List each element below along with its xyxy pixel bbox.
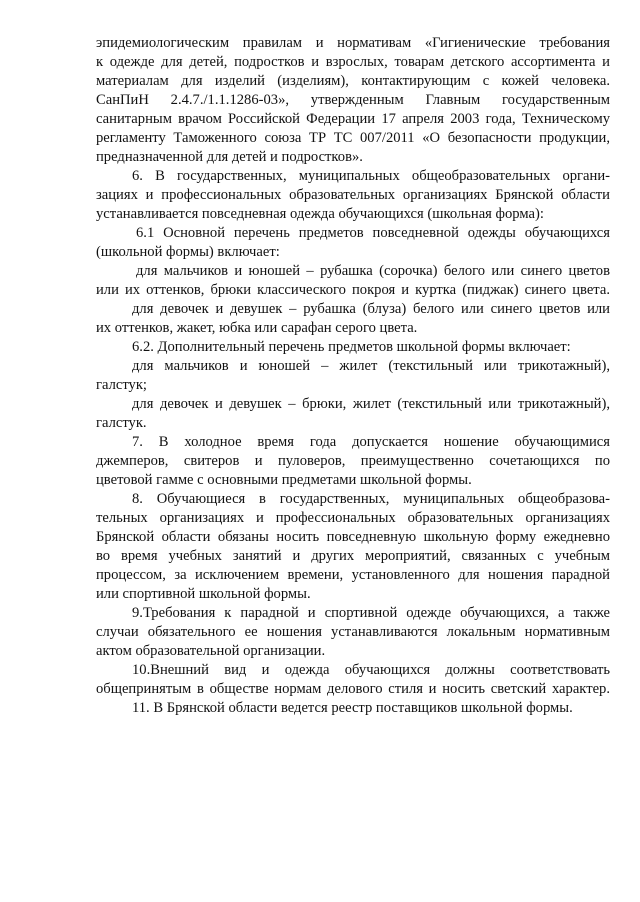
paragraph-6-2-line: 6.2. Дополнительный перечень предметов школьной формы включает: (132, 339, 571, 355)
paragraph-7-line: 7. В холодное время года допускается ношение обучающимися (132, 434, 610, 450)
girls-extra-line: для девочек и девушек – брюки, жилет (текстильный или трикотажный), (132, 396, 610, 412)
paragraph-11-line: 11. В Брянской области ведется реестр поставщиков школьной формы. (132, 700, 573, 716)
text-line: СанПиН 2.4.7./1.1.1286-03», утвержденным Главным государственным (96, 92, 610, 108)
boys-extra-line: для мальчиков и юношей – жилет (текстильный или трикотажный), (132, 358, 610, 374)
text-line: джемперов, свитеров и пуловеров, преимущественно сочетающихся по (96, 453, 610, 469)
text-line: к одежде для детей, подростков и взрослых, товарам детского ассортимента и (96, 54, 610, 70)
text-line: (школьной формы) включает: (96, 244, 280, 260)
text-line: материалам для изделий (изделиям), контактирующим с кожей человека. (96, 73, 610, 89)
text-line: эпидемиологическим правилам и нормативам «Гигиенические требования (96, 35, 610, 51)
text-line: регламенту Таможенного союза ТР ТС 007/2011 «О безопасности продукции, (96, 130, 610, 146)
text-line: галстук. (96, 415, 147, 431)
paragraph-8-line: 8. Обучающиеся в государственных, муниципальных общеобразова- (132, 491, 610, 507)
text-line: или спортивной школьной формы. (96, 586, 311, 602)
text-line: процессом, за исключением времени, установленного для ношения парадной (96, 567, 610, 583)
text-line: случаи обязательного ее ношения устанавливаются локальным нормативным (96, 624, 610, 640)
text-line: санитарным врачом Российской Федерации 17 апреля 2003 года, Техническому (96, 111, 610, 127)
text-line: или их оттенков, брюки классического покроя и куртка (пиджак) синего цвета. (96, 282, 610, 298)
paragraph-9-line: 9.Требования к парадной и спортивной одежде обучающихся, а также (132, 605, 610, 621)
text-line: предназначенной для детей и подростков». (96, 149, 363, 165)
paragraph-6-1-line: 6.1 Основной перечень предметов повседневной одежды обучающихся (136, 225, 610, 241)
text-line: во время учебных занятий и других мероприятий, связанных с учебным (96, 548, 610, 564)
text-line: тельных организациях и профессиональных образовательных организациях (96, 510, 610, 526)
document-page (96, 34, 610, 718)
text-line: актом образовательной организации. (96, 643, 326, 659)
text-line: зациях и профессиональных образовательных организациях Брянской области (96, 187, 610, 203)
text-line: общепринятым в обществе нормам делового стиля и носить светский характер. (96, 681, 610, 697)
text-line: их оттенков, жакет, юбка или сарафан серого цвета. (96, 320, 418, 336)
text-line: цветовой гамме с основными предметами школьной формы. (96, 472, 472, 488)
paragraph-10-line: 10.Внешний вид и одежда обучающихся должны соответствовать (132, 662, 610, 678)
boys-item-line: для мальчиков и юношей – рубашка (сорочка) белого или синего цветов (136, 263, 610, 279)
text-line: галстук; (96, 377, 147, 393)
girls-item-line: для девочек и девушек – рубашка (блуза) белого или синего цветов или (132, 301, 610, 317)
text-line: Брянской области обязаны носить повседневную школьную форму ежедневно (96, 529, 610, 545)
paragraph-6-line: 6. В государственных, муниципальных общеобразовательных органи- (132, 168, 610, 184)
text-line: устанавливается повседневная одежда обучающихся (школьная форма): (96, 206, 544, 222)
